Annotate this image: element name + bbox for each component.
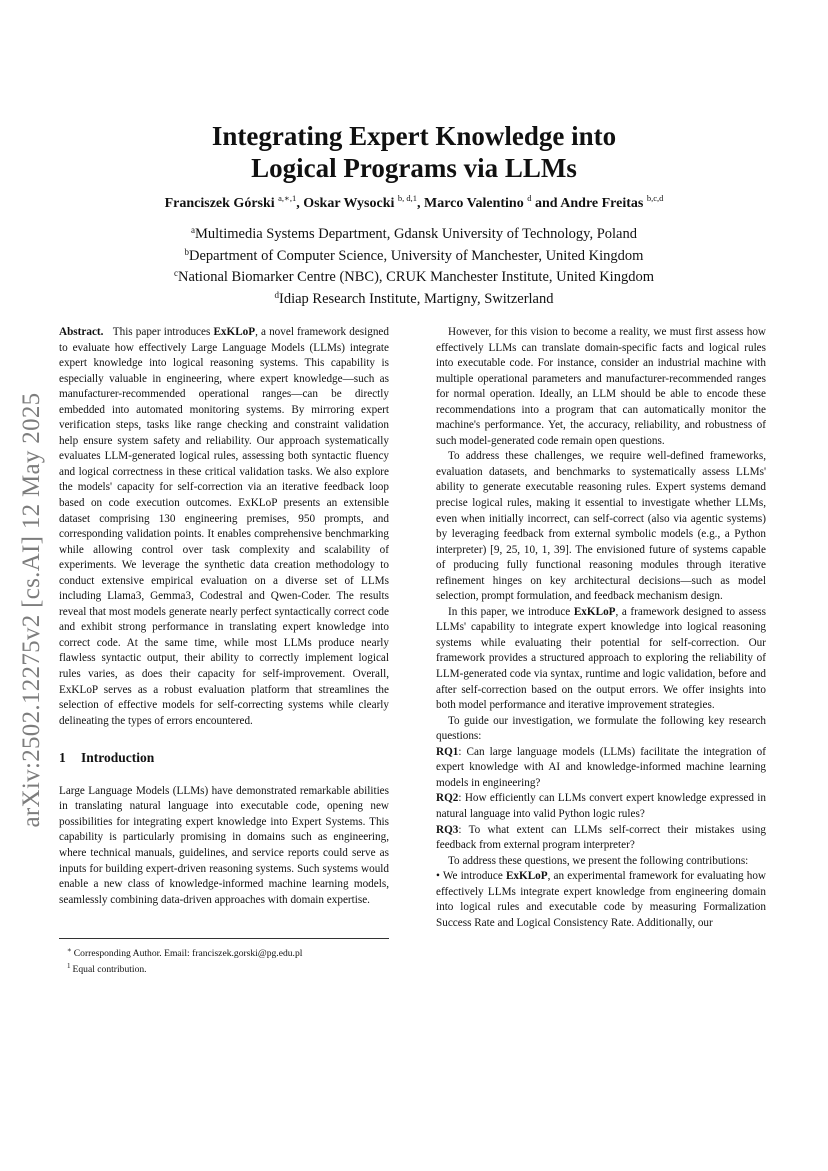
paper-title [100,120,728,184]
paper-title-line-1: Integrating Expert Knowledge into [211,121,617,151]
footnote [59,960,389,976]
paragraph-text: , a framework designed to assess LLMs' capability to integrate expert knowledge into logical reasoning systems while evaluating their potential for self-correction. Our framework provides a structured approach to exploring the reliability of LLM-generated code via syntax, runtime and logic validation, before and after self-correction based on the output errors. We offer insights into both model performance and iterative improvement strategies. [436,605,767,712]
section-heading [59,750,389,766]
paper-title-line-2: Logical Programs via LLMs [251,153,577,183]
right-column [436,325,766,931]
affiliation [60,265,768,287]
research-question [436,745,766,792]
affiliation-text: Department of Computer Science, University of Manchester, United Kingdom [189,247,644,264]
author-name: Marco Valentino [424,196,524,211]
section-title: Introduction [81,750,155,766]
abstract-paragraph [59,325,389,729]
arxiv-identifier-text: arXiv:2502.12275v2 [cs.AI] 12 May 2025 [18,392,45,828]
section-number: 1 [59,750,66,766]
affiliation-list [60,222,768,308]
body-paragraph [436,605,766,714]
abstract-text: , a novel framework designed to evaluate how effectively Large Language Models (LLMs) integrate expert knowledge into logical reasoning systems. This capability is especially valuable in engineering, where expert knowledge—such as manufacturer-recommended operational ranges—can be directly embedded into automated monitoring systems. By mirroring expert verification steps, tasks like range checking and constraint validation help ensure system safety and reliability. Our approach systematically evaluates LLM-generated logical rules, assessing both syntactic fluency and logical correctness in these critical validation tasks. We also explore the models' capacity for self-correction via an iterative feedback loop based on code execution outcomes. ExKLoP presents an extensible dataset comprising 130 engineering premises, 950 prompts, and corresponding validation points. It enables comprehensive benchmarking while allowing control over task complexity and scalability of experiments. We leverage the synthetic data creation methodology to conduct extensive empirical evaluation on a diverse set of LLMs including Llama3, Gemma3, Codestral and Qwen-Coder. The results reveal that most models generate nearly perfect syntactically correct code and exhibit strong performance in translating expert knowledge into correct code. At the same time, while most LLMs produce nearly flawless syntactic output, their ability to correctly implement logical rules varies, as does their capacity for self-improvement. Overall, ExKLoP serves as a robust evaluation platform that streamlines the selection of effective models for self-correcting systems while clearly delineating the types of errors encountered. [59,326,389,727]
affiliation-mark: b [184,246,190,257]
author-separator: and [531,196,561,211]
research-question [436,791,766,822]
affiliation-mark: d [274,289,279,300]
research-question-label: RQ1 [436,745,459,758]
footnote-mark: ∗ [67,946,72,954]
footnote-text: Equal contribution. [72,964,147,976]
affiliation-text: Multimedia Systems Department, Gdansk University of Technology, Poland [195,226,637,242]
affiliation [60,244,768,266]
affiliation-mark: a [191,225,195,235]
body-paragraph: Large Language Models (LLMs) have demonstrated remarkable abilities in translating natural language into executable code, opening new possibilities for integrating expert knowledge into Expert Systems. This capability is particularly promising in domains such as engineering, where technical manuals, guidelines, and service reports could serve as inputs for building expert-driven reasoning systems. Such systems would enable a new class of knowledge-informed machine learning models, seamlessly combining data-driven approaches with domain expertise. [59,784,389,906]
research-question-label: RQ3 [436,823,459,836]
framework-name: ExKLoP [505,870,548,883]
body-paragraph: To guide our investigation, we formulate the following key research questions: [436,714,766,743]
affiliation [60,222,768,244]
research-question-text: : Can large language models (LLMs) facilitate the integration of expert knowledge with AI and knowledge-informed machine learning models in engineering? [436,745,766,789]
affiliation [60,287,768,309]
footnote-mark: 1 [67,962,71,971]
author-separator: , [296,196,304,211]
author-separator: , [417,196,424,211]
framework-name: ExKLoP [213,326,256,338]
author-affiliation-mark: d [527,193,532,203]
research-question-text: : To what extent can LLMs self-correct their mistakes using feedback from external program interpreter? [436,823,766,852]
author-affiliation-mark: b, d,1 [397,193,417,203]
bullet-text-lead: • We introduce [436,870,503,883]
author-list [60,193,768,212]
research-question-text: : How efficiently can LLMs convert expert knowledge expressed in natural language into valid Python logic rules? [436,792,766,820]
arxiv-identifier [12,360,52,860]
footnote-text: Corresponding Author. Email: franciszek.gorski@pg.edu.pl [73,948,303,960]
body-paragraph: However, for this vision to become a reality, we must first assess how effectively LLMs can translate domain-specific facts and logical rules into executable code. For instance, consider an industrial machine with multiple operational parameters and manufacturer-recommended ranges for normal operation. Ideally, an LLM should be able to encode these recommendations into a program that can automatically monitor the machine's performance. Yet, the accuracy, reliability, and robustness of such model-generated code remain open questions. [436,326,766,447]
left-column [59,325,389,908]
author-affiliation-mark: a,∗,1 [278,193,297,203]
bullet-text: , an experimental framework for evaluating how effectively LLMs integrate expert knowledge from engineering domain into logical rules and executable code by measuring Formalization Success Rate and Logical Consistency Rate. Additionally, our [436,870,767,929]
paragraph-text-lead: In this paper, we introduce [448,605,571,618]
footnote [59,944,389,960]
contribution-bullet [436,869,766,931]
author-name: Andre Freitas [560,196,644,211]
affiliation-text: National Biomarker Centre (NBC), CRUK Manchester Institute, United Kingdom [178,269,654,285]
abstract-text-lead: This paper introduces [112,326,211,338]
research-question [436,823,766,854]
author-affiliation-mark: b,c,d [646,193,664,203]
body-paragraph: To address these challenges, we require well-defined frameworks, evaluation datasets, and benchmarks to systematically assess LLMs' ability to generate executable reasoning rules. Expert systems demand precise logical rules, making it essential to investigate whether LLMs, even when initially incorrect, can self-correct (also via agentic systems) by leveraging feedback from external symbolic models (e.g., a Python interpreter) [9, 25, 10, 1, 39]. The envisioned future of systems capable of producing fully functional reasoning modules through iterative refinement hinges on key architectural decisions—such as model selection, prompt formulation, and feedback mechanism design. [436,450,766,603]
author-name: Oskar Wysocki [303,196,395,211]
abstract-label: Abstract. [59,326,104,338]
affiliation-mark: c [174,268,178,278]
research-question-label: RQ2 [436,792,459,805]
footnotes [59,938,389,976]
framework-name: ExKLoP [573,605,616,618]
affiliation-text: Idiap Research Institute, Martigny, Switzerland [279,290,554,307]
body-paragraph: To address these questions, we present the following contributions: [448,854,749,867]
author-name: Franciszek Górski [164,196,275,211]
